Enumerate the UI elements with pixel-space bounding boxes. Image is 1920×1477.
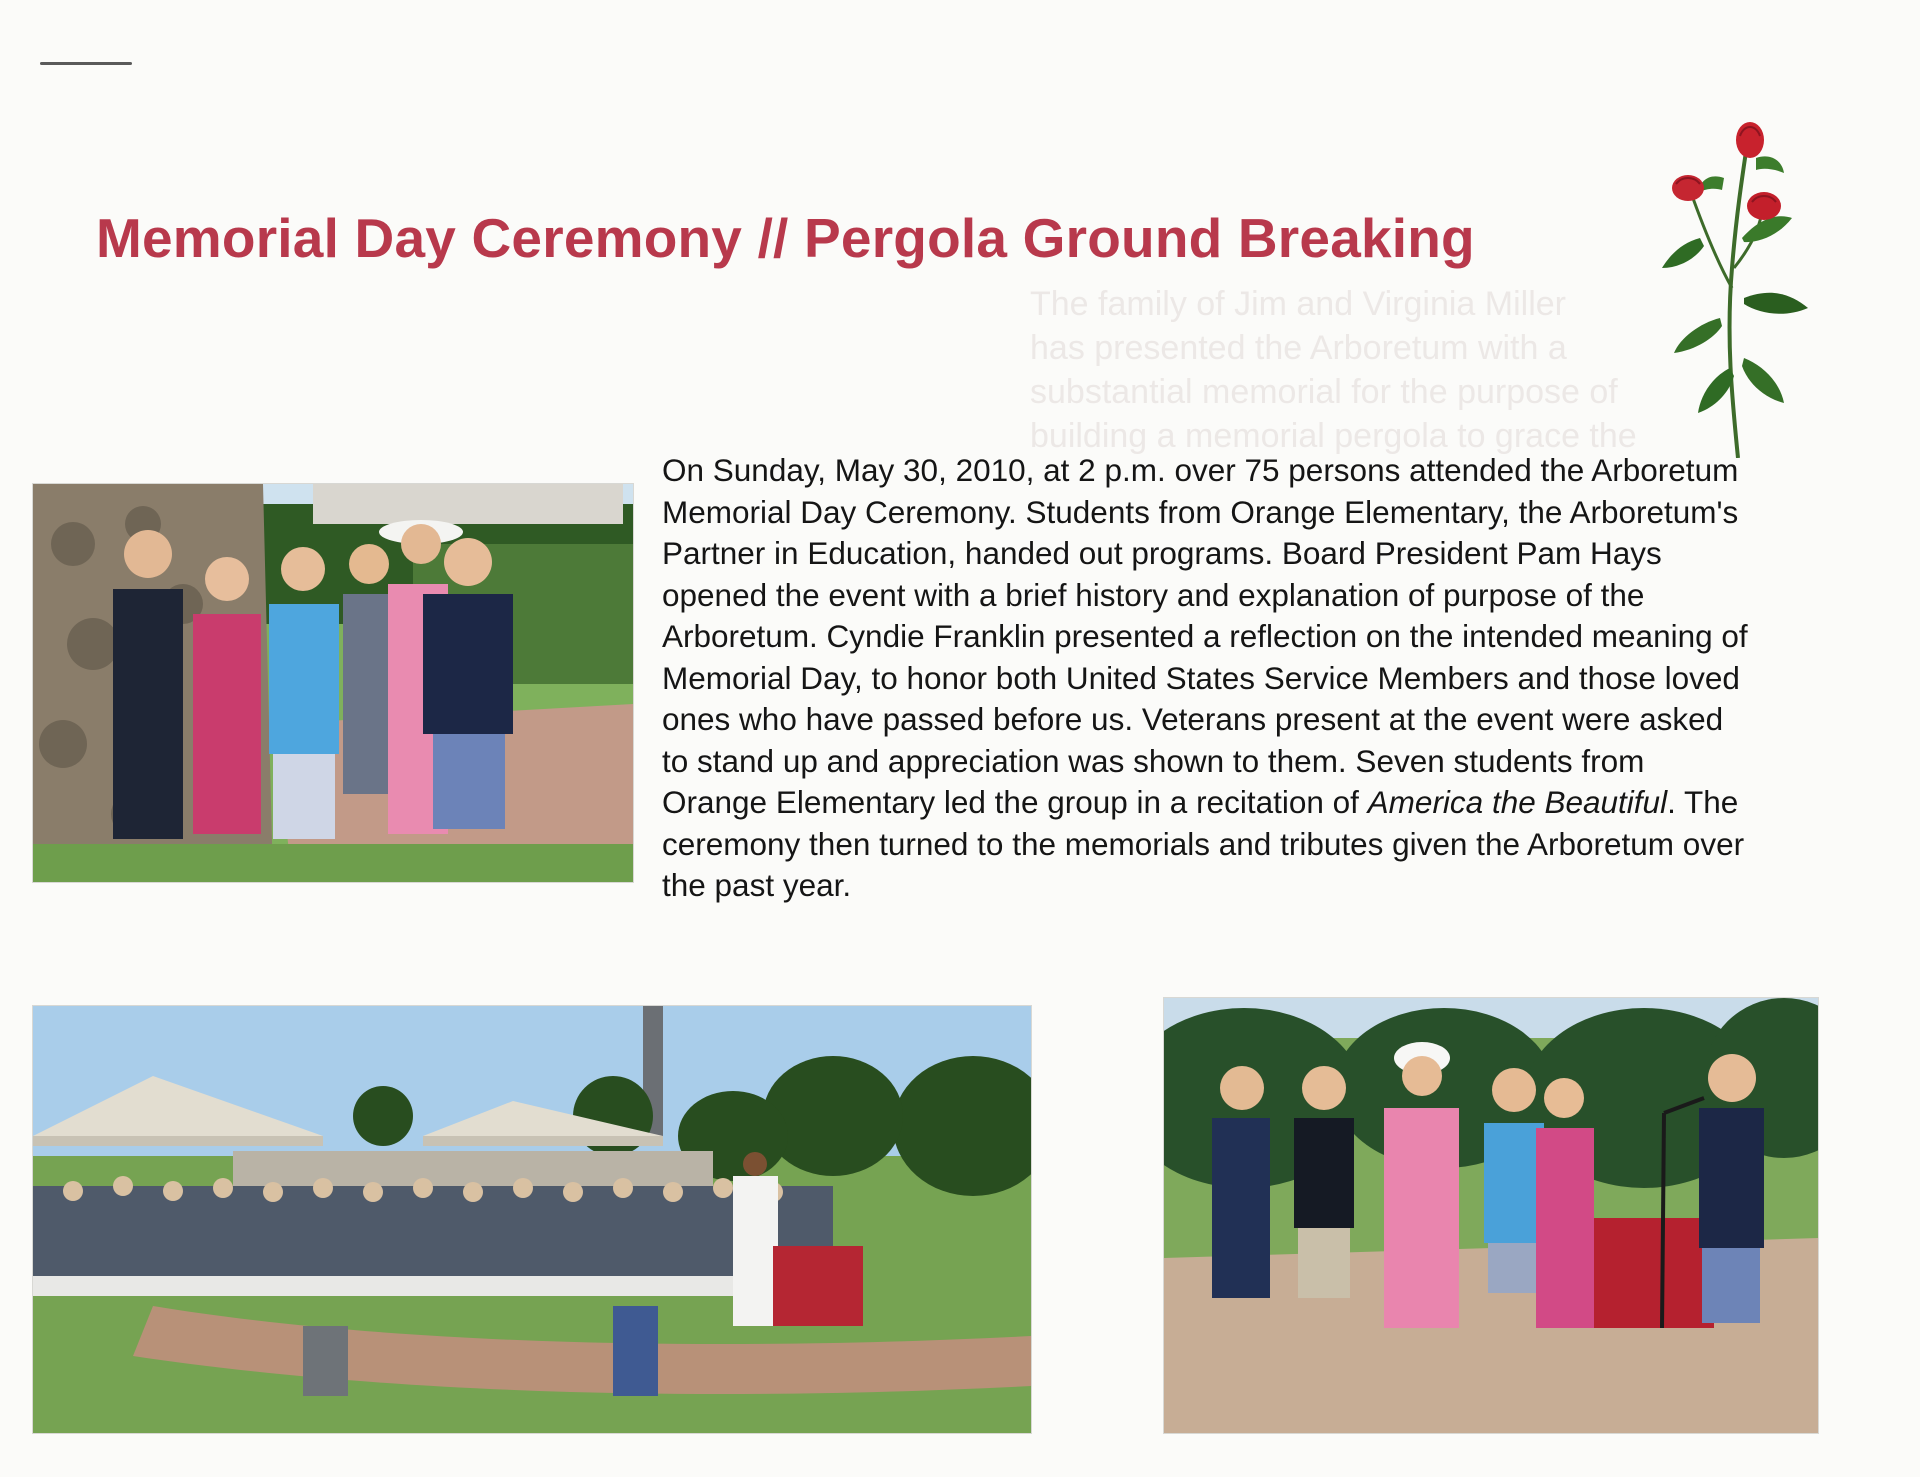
article-body-part-1: On Sunday, May 30, 2010, at 2 p.m. over 75 persons attended the Arboretum Memorial Day Ceremony. Students from Orange Elementary, the Arboretum's Partner in Education, handed out programs. Board President Pam Hays opened the event with a brief history and explanation of purpose of the Arboretum. Cyndie Franklin presented a reflection on the intended meaning of Memorial Day, to honor both United States Service Members and those loved ones who have passed before us. Veterans present at the event were asked to stand up and appreciation was shown to them. Seven students from Orange Elementary led the group in a recitation of — [662, 452, 1748, 820]
article-body — [662, 450, 1752, 907]
song-title: America the Beautiful — [1367, 784, 1668, 820]
bleed-through-text: The family of Jim and Virginia Miller has presented the Arboretum with a substantial memorial for the purpose of building a memorial pergola to grace the — [1030, 285, 1637, 455]
photo-audience-under-canopy — [32, 1005, 1032, 1434]
article-paragraph — [662, 450, 1752, 907]
pen-margin-mark — [40, 62, 132, 65]
rose-icon — [1660, 118, 1810, 458]
article-title: Memorial Day Ceremony // Pergola Ground Breaking — [96, 207, 1475, 269]
photo-students-at-microphone — [1163, 997, 1819, 1434]
photo-group-by-stone-pillar — [32, 483, 634, 883]
article-body-part-2: . The ceremony then turned to the memorials and tributes given the Arboretum over the past year. — [662, 784, 1745, 903]
